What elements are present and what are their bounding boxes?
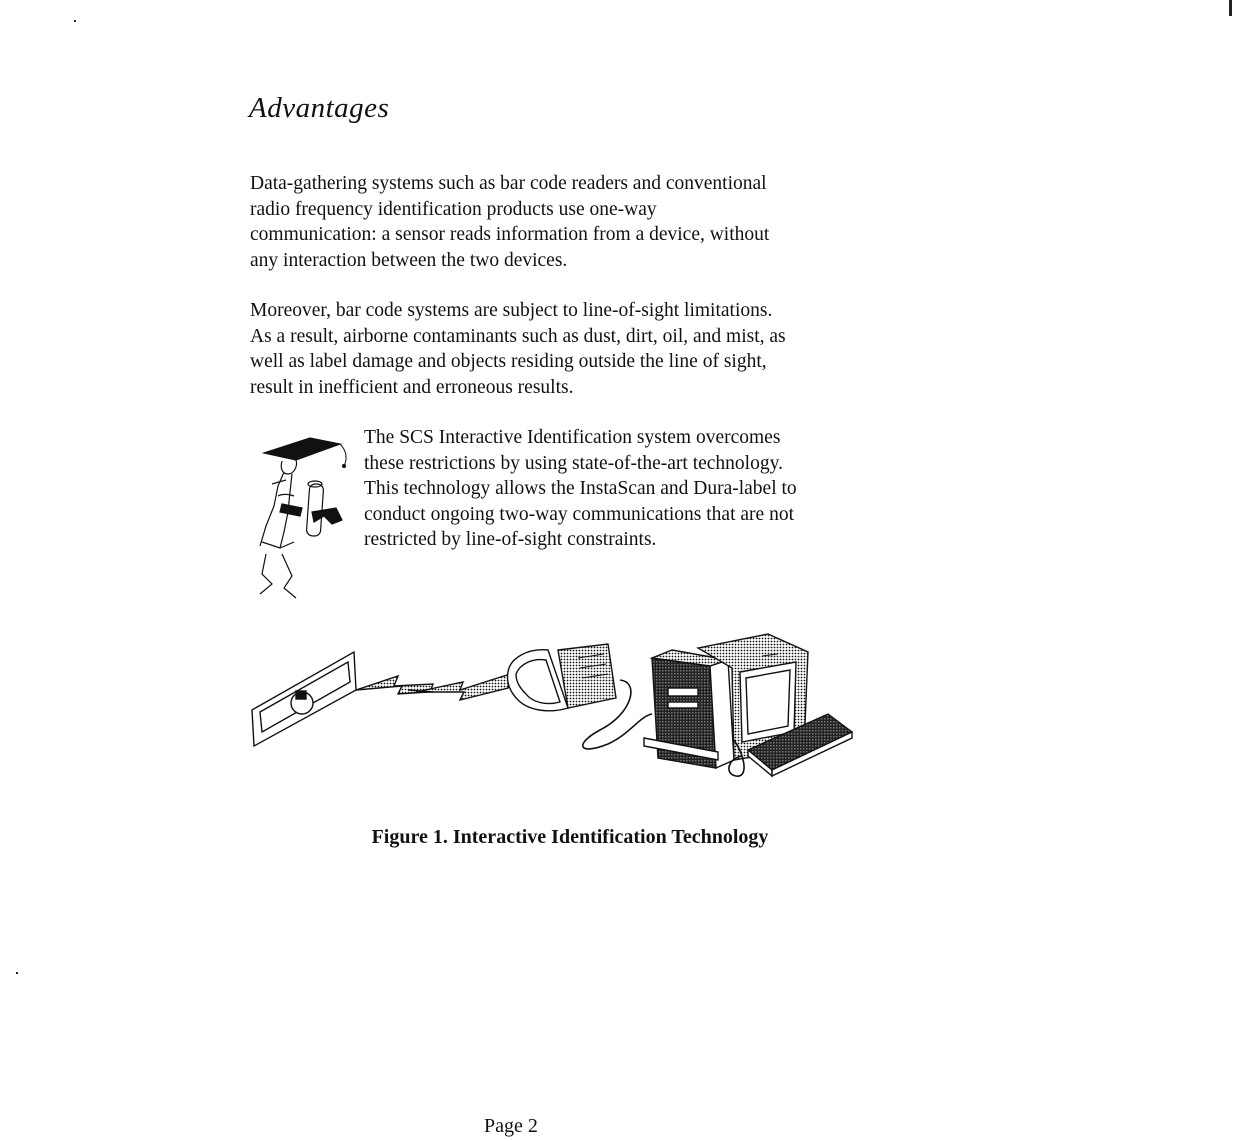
scan-artifact-top-right	[1229, 0, 1232, 16]
tower-computer	[644, 650, 734, 768]
scan-artifact-left	[16, 972, 18, 974]
paragraph-scs-system: The SCS Interactive Identification system overcomes these restrictions by using state-of-the-art technology. This technology allows the InstaScan and Dura-label to conduct ongoing two-way communications that are not restricted by line-of-sight constraints.	[364, 427, 797, 550]
interactive-identification-diagram	[248, 628, 858, 788]
section-heading: Advantages	[249, 92, 390, 124]
mortarboard-cap	[264, 438, 340, 460]
page-number: Page 2	[484, 1115, 538, 1137]
instascan-reader	[507, 644, 616, 711]
figure-caption: Figure 1. Interactive Identification Technology	[371, 826, 769, 848]
scan-artifact-top-left	[74, 20, 76, 22]
dura-label-plate	[252, 652, 356, 746]
graduate-clipart-illustration	[252, 424, 352, 604]
rf-signal-zigzag	[356, 674, 510, 700]
paragraph-one-way-communication: Data-gathering systems such as bar code readers and conventional radio frequency identification products use one-way communication: a sensor reads information from a device, without any interaction between the two devices.	[250, 173, 770, 271]
paragraph-line-of-sight: Moreover, bar code systems are subject to line-of-sight limitations. As a result, airborne contaminants such as dust, dirt, oil, and mist, as well as label damage and objects residing outside the line of sight, result in inefficient and erroneous results.	[250, 300, 786, 398]
